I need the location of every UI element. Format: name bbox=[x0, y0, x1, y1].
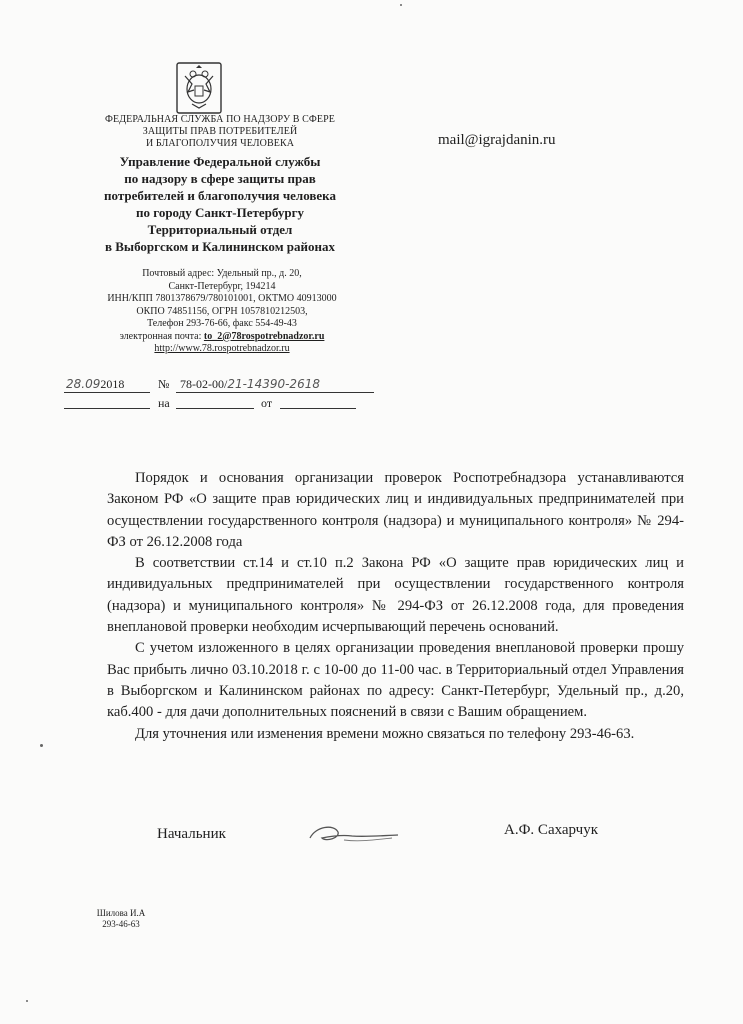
phone-fax: Телефон 293-76-66, факс 554-49-43 bbox=[147, 318, 297, 329]
handwritten-signature bbox=[304, 818, 404, 852]
reg-na-label: на bbox=[158, 396, 170, 410]
email-label: электронная почта: bbox=[119, 330, 202, 342]
dept-name-line: потребителей и благополучия человека bbox=[104, 188, 336, 203]
org-name-line: ЗАЩИТЫ ПРАВ ПОТРЕБИТЕЛЕЙ bbox=[142, 126, 298, 137]
reg-date-handwritten: 28.09 bbox=[66, 377, 101, 391]
postal-address: Почтовый адрес: Удельный пр., д. 20, bbox=[142, 268, 302, 279]
executor-phone: 293-46-63 bbox=[102, 919, 140, 929]
executor-name: Шилова И.А bbox=[96, 908, 146, 918]
org-name-line: И БЛАГОПОЛУЧИЯ ЧЕЛОВЕКА bbox=[145, 138, 295, 149]
reg-number-label: № bbox=[158, 377, 170, 391]
contact-details bbox=[82, 268, 362, 356]
dept-name-line: в Выборгском и Калининском районах bbox=[104, 239, 336, 254]
scan-speck bbox=[26, 1000, 28, 1002]
paragraph: В соответствии ст.14 и ст.10 п.2 Закона РФ «О защите прав юридических лиц и индивидуальных предпринимателей при осуществлении государственного контроля (надзора) и муниципального контроля» № 294-ФЗ от 26.12.2008 года, для проведения внеплановой проверки необходим исчерпывающий перечень оснований. bbox=[107, 555, 684, 636]
reg-date bbox=[66, 377, 124, 392]
postal-city: Санкт-Петербург, 194214 bbox=[168, 280, 276, 292]
russian-emblem-icon bbox=[176, 62, 222, 114]
org-name-line: ФЕДЕРАЛЬНАЯ СЛУЖБА ПО НАДЗОРУ В СФЕРЕ bbox=[105, 114, 335, 125]
signer-name: А.Ф. Сахарчук bbox=[504, 822, 599, 838]
scan-speck bbox=[400, 4, 402, 6]
reg-number-handwritten: 21-14390-2618 bbox=[227, 377, 320, 391]
executor-info bbox=[96, 908, 146, 930]
paragraph: С учетом изложенного в целях организации проведения внеплановой проверки прошу Вас прибыть лично 03.10.2018 г. с 10-00 до 11-00 час. в Территориальный отдел Управления в Выборгском и Калининском районах по адресу: Санкт-Петербург, Удельный пр., д.20, каб.400 - для дачи дополнительных пояснений в связи с Вашим обращением. bbox=[107, 640, 684, 721]
dept-name-line: по надзору в сфере защиты прав bbox=[124, 171, 316, 186]
website-link[interactable]: http://www.78.rospotrebnadzor.ru bbox=[154, 343, 290, 354]
dept-name-line: по городу Санкт-Петербургу bbox=[136, 205, 304, 220]
reg-number-printed: 78-02-00/ bbox=[180, 377, 228, 391]
scan-speck bbox=[40, 744, 43, 747]
letter-body bbox=[107, 468, 684, 745]
reg-year: 2018 bbox=[100, 377, 125, 391]
organization-header bbox=[80, 114, 360, 255]
paragraph: Порядок и основания организации проверок Роспотребнадзора устанавливаются Законом РФ «О защите прав юридических лиц и индивидуальных предпринимателей при осуществлении государственного контроля (надзора) и муниципального контроля» № 294-ФЗ от 26.12.2008 года bbox=[107, 470, 684, 550]
paragraph: Для уточнения или изменения времени можно связаться по телефону 293-46-63. bbox=[135, 725, 635, 742]
dept-name-line: Территориальный отдел bbox=[147, 222, 293, 237]
inn-kpp: ИНН/КПП 7801378679/780101001, ОКТМО 40913000 bbox=[107, 293, 337, 304]
email-link[interactable]: to_2@78rospotrebnadzor.ru bbox=[203, 330, 325, 342]
signer-position: Начальник bbox=[157, 826, 226, 842]
dept-name-line: Управление Федеральной службы bbox=[119, 154, 321, 169]
reg-number bbox=[180, 377, 320, 392]
okpo-ogrn: ОКПО 74851156, ОГРН 1057810212503, bbox=[136, 305, 308, 317]
reg-ot-label: от bbox=[261, 396, 273, 410]
recipient-email: mail@igrajdanin.ru bbox=[438, 132, 556, 148]
